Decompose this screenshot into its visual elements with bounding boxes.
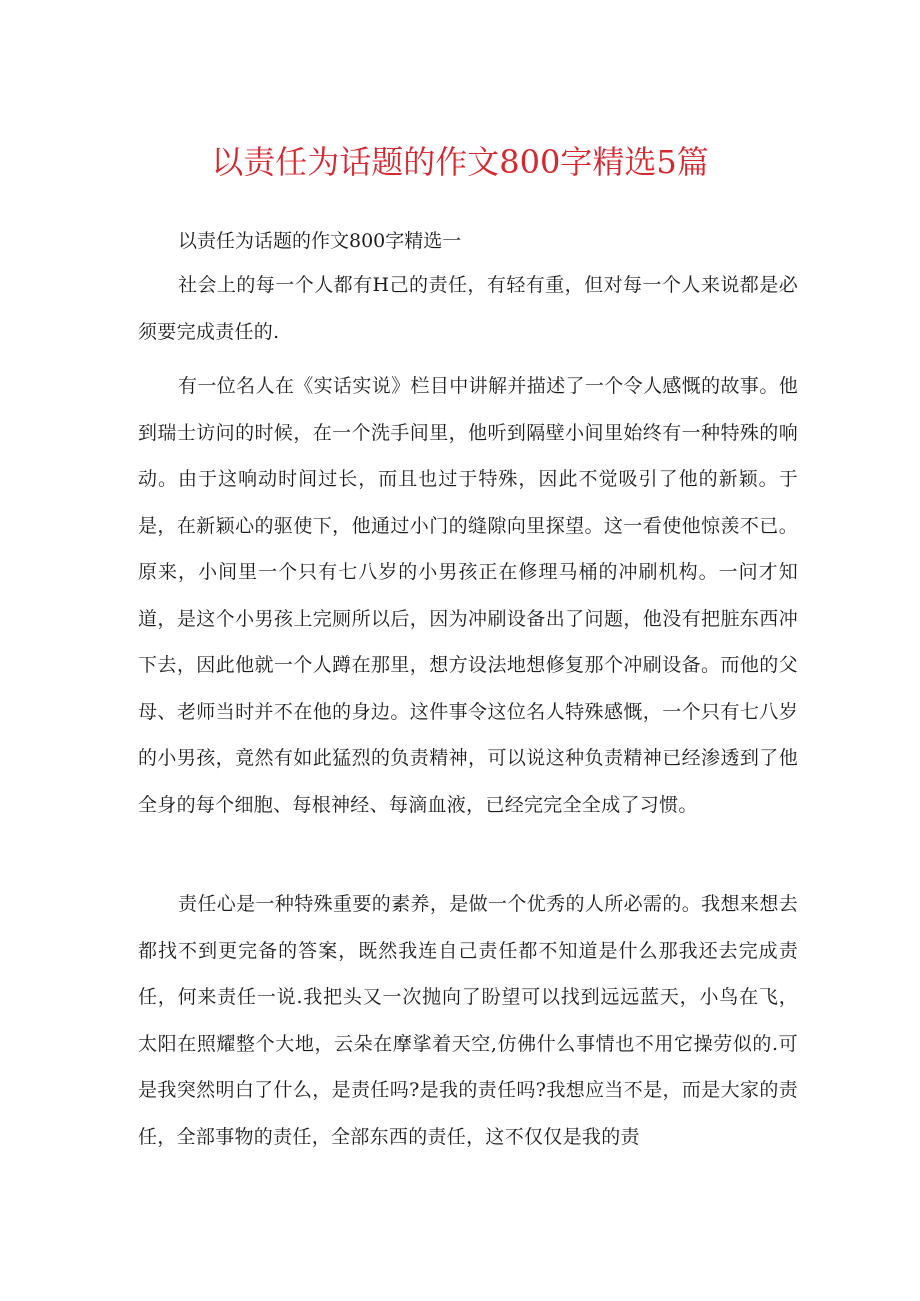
- paragraph-2: 有一位名人在《实话实说》栏目中讲解并描述了一个令人感慨的故事。他到瑞士访问的时候，在一个洗手间里，他听到隔壁小间里始终有一种特殊的响动。由于这响动时间过长，而且也过于特殊，因此不觉吸引了他的新颖。于是，在新颖心的驱使下，他通过小门的缝隙向里探望。这一看使他惊羡不已。原来，小间里一个只有七八岁的小男孩正在修理马桶的冲刷机构。一问才知道，是这个小男孩上完厕所以后，因为冲刷设备出了问题，他没有把脏东西冲下去，因此他就一个人蹲在那里，想方设法地想修复那个冲刷设备。而他的父母、老师当时并不在他的身边。这件事令这位名人特殊感慨，一个只有七八岁的小男孩，竟然有如此猛烈的负责精神，可以说这种负责精神已经渗透到了他全身的每个细胞、每根神经、每滴血液，已经完完全全成了习惯。: [138, 375, 798, 816]
- paragraph-1: 社会上的每一个人都有H己的责任，有轻有重，但对每一个人来说都是必须要完成责任的.: [138, 274, 798, 343]
- document-title: 以责任为话题的作文800字精选5篇: [211, 143, 709, 181]
- section-heading: 以责任为话题的作文800字精选一: [178, 230, 462, 252]
- paragraph-3: 责任心是一种特殊重要的素养，是做一个优秀的人所必需的。我想来想去都找不到更完备的答案，既然我连自己责任都不知道是什么那我还去完成责任，何来责任一说.我把头又一次抛向了盼望可以找到远远蓝天，小鸟在飞，太阳在照耀整个大地，云朵在摩挲着天空,仿佛什么事情也不用它操劳似的.可是我突然明白了什么，是责任吗?是我的责任吗?我想应当不是，而是大家的责任，全部事物的责任，全部东西的责任，这不仅仅是我的责: [138, 893, 798, 1148]
